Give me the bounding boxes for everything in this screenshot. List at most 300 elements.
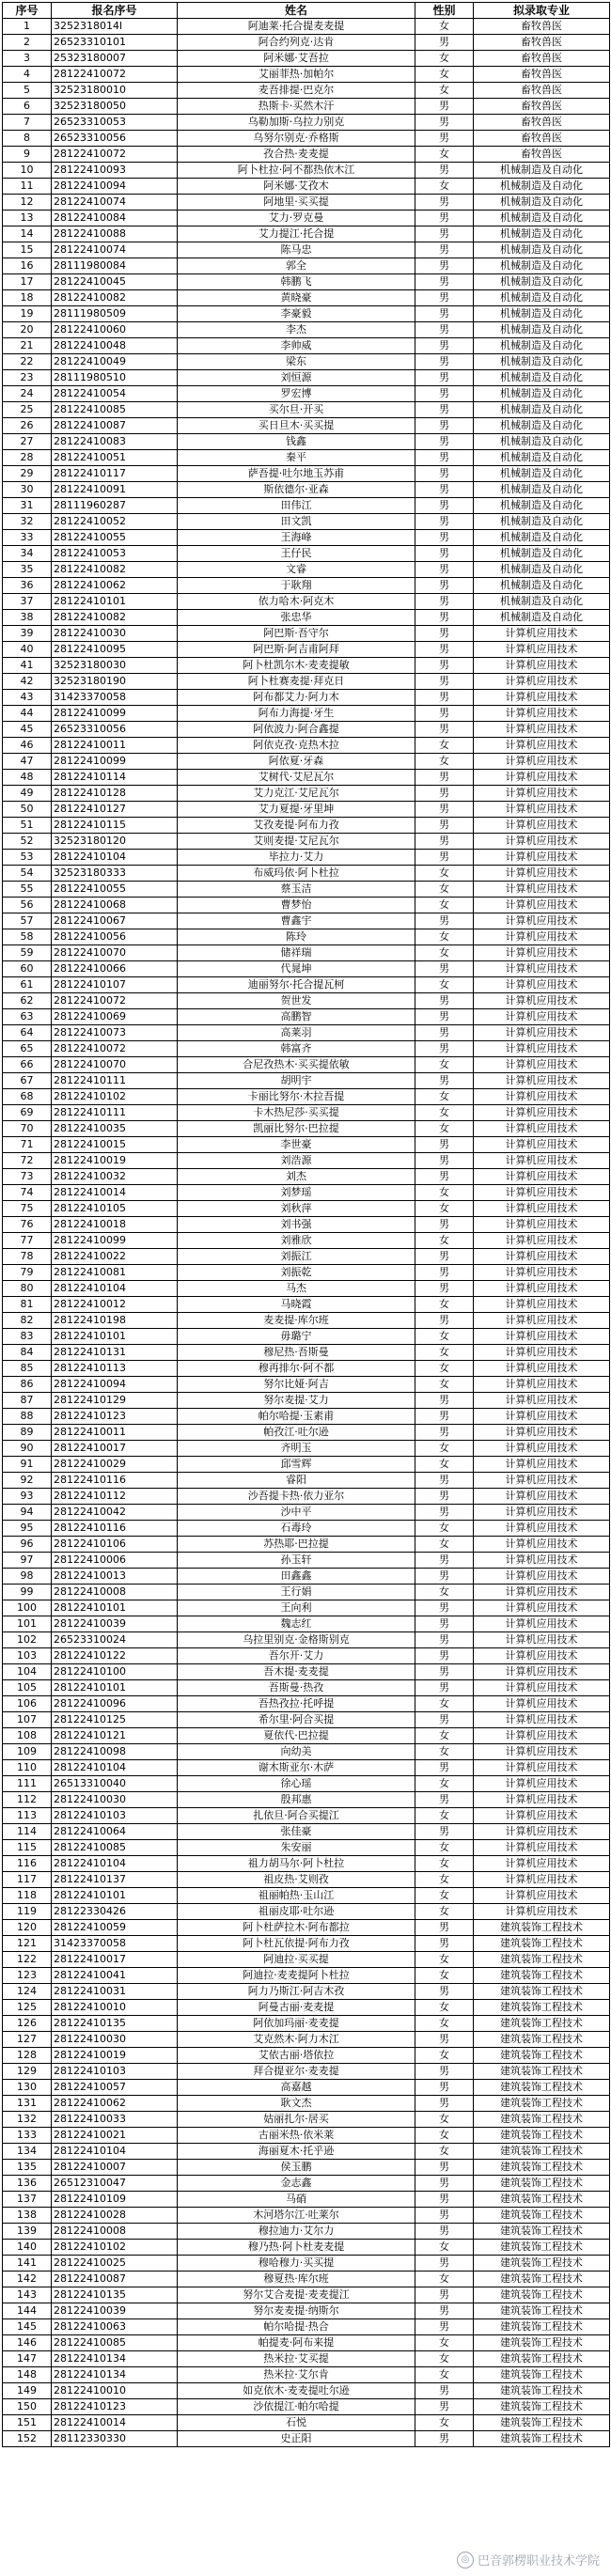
cell-gender: 女 [415, 898, 474, 913]
table-row [3, 626, 610, 642]
table-row [3, 2144, 610, 2160]
cell-gender: 女 [415, 1105, 474, 1121]
cell-gender: 女 [415, 1728, 474, 1744]
cell-gender: 男 [415, 562, 474, 578]
cell-name: 夏依代·巴拉提 [178, 1728, 415, 1744]
cell-gender: 男 [415, 1169, 474, 1185]
cell-major: 建筑装饰工程技术 [474, 2351, 610, 2367]
table-row [3, 1377, 610, 1393]
cell-name: 齐明玉 [178, 1441, 415, 1457]
table-row [3, 226, 610, 242]
cell-major: 计算机应用技术 [474, 1872, 610, 1888]
cell-name: 沙吾提卡热·依力亚尔 [178, 1489, 415, 1505]
cell-registration-no: 28122410127 [52, 802, 178, 818]
cell-gender: 男 [415, 2303, 474, 2319]
cell-gender: 男 [415, 2176, 474, 2192]
cell-registration-no: 28122410093 [52, 163, 178, 179]
cell-major: 计算机应用技术 [474, 1409, 610, 1425]
cell-registration-no: 28122410073 [52, 1025, 178, 1041]
cell-registration-no: 28122410022 [52, 1249, 178, 1265]
cell-major: 机械制造及自动化 [474, 322, 610, 338]
cell-major: 计算机应用技术 [474, 1313, 610, 1329]
cell-gender: 女 [415, 1808, 474, 1824]
cell-name: 胡明宇 [178, 1073, 415, 1089]
cell-index: 71 [3, 1137, 52, 1153]
cell-index: 25 [3, 402, 52, 418]
cell-index: 10 [3, 163, 52, 179]
table-row [3, 2000, 610, 2016]
cell-name: 穆夏热·库尔班 [178, 2272, 415, 2287]
cell-index: 134 [3, 2144, 52, 2160]
cell-name: 穆再排尔·阿不都 [178, 1361, 415, 1377]
cell-gender: 男 [415, 610, 474, 626]
cell-registration-no: 28122410088 [52, 226, 178, 242]
cell-gender: 女 [415, 2128, 474, 2144]
cell-major: 计算机应用技术 [474, 1345, 610, 1361]
table-row [3, 2383, 610, 2399]
cell-registration-no: 28122410125 [52, 1712, 178, 1728]
cell-index: 68 [3, 1089, 52, 1105]
table-row [3, 482, 610, 498]
cell-gender: 女 [415, 1952, 474, 1968]
cell-gender: 女 [415, 2112, 474, 2128]
cell-registration-no: 28122410109 [52, 2192, 178, 2208]
cell-index: 112 [3, 1792, 52, 1808]
cell-index: 56 [3, 898, 52, 913]
cell-gender: 女 [415, 1329, 474, 1345]
cell-index: 139 [3, 2224, 52, 2240]
cell-major: 建筑装饰工程技术 [474, 1968, 610, 1984]
cell-registration-no: 28122410074 [52, 242, 178, 258]
cell-index: 14 [3, 226, 52, 242]
cell-name: 祖力胡马尔·阿卜杜拉 [178, 1856, 415, 1872]
cell-name: 田鑫鑫 [178, 1569, 415, 1585]
cell-gender: 男 [415, 850, 474, 866]
cell-index: 137 [3, 2192, 52, 2208]
cell-major: 计算机应用技术 [474, 1233, 610, 1249]
cell-index: 52 [3, 834, 52, 850]
cell-index: 141 [3, 2256, 52, 2272]
cell-index: 42 [3, 674, 52, 690]
cell-registration-no: 28122410017 [52, 1952, 178, 1968]
cell-registration-no: 28122410029 [52, 1457, 178, 1473]
cell-index: 2 [3, 35, 52, 51]
cell-major: 计算机应用技术 [474, 1089, 610, 1105]
cell-major: 计算机应用技术 [474, 1680, 610, 1696]
cell-major: 计算机应用技术 [474, 1696, 610, 1712]
table-row [3, 2176, 610, 2192]
cell-name: 邱雪辉 [178, 1457, 415, 1473]
cell-major: 机械制造及自动化 [474, 498, 610, 514]
table-row [3, 594, 610, 610]
cell-major: 畜牧兽医 [474, 115, 610, 131]
cell-registration-no: 28122410054 [52, 386, 178, 402]
cell-registration-no: 28122410018 [52, 1217, 178, 1233]
cell-registration-no: 32523180120 [52, 834, 178, 850]
cell-gender: 男 [415, 1473, 474, 1489]
table-row [3, 338, 610, 354]
cell-major: 畜牧兽医 [474, 67, 610, 83]
cell-major: 计算机应用技术 [474, 961, 610, 977]
cell-gender: 女 [415, 1537, 474, 1553]
cell-index: 43 [3, 690, 52, 706]
cell-major: 建筑装饰工程技术 [474, 2160, 610, 2176]
cell-gender: 女 [415, 882, 474, 898]
cell-registration-no: 28122410060 [52, 322, 178, 338]
cell-index: 111 [3, 1776, 52, 1792]
cell-registration-no: 28122410041 [52, 1968, 178, 1984]
cell-index: 85 [3, 1361, 52, 1377]
cell-major: 计算机应用技术 [474, 1105, 610, 1121]
cell-major: 计算机应用技术 [474, 1329, 610, 1345]
cell-registration-no: 28122410115 [52, 818, 178, 834]
cell-name: 姑丽扎尔·居买 [178, 2112, 415, 2128]
cell-gender: 女 [415, 929, 474, 945]
cell-index: 116 [3, 1856, 52, 1872]
cell-registration-no: 28122410072 [52, 993, 178, 1009]
cell-major: 畜牧兽医 [474, 35, 610, 51]
cell-index: 106 [3, 1696, 52, 1712]
cell-name: 帕尔哈提·玉素甫 [178, 1409, 415, 1425]
cell-major: 计算机应用技术 [474, 690, 610, 706]
cell-registration-no: 28122410103 [52, 2064, 178, 2080]
cell-major: 计算机应用技术 [474, 786, 610, 802]
table-row [3, 1089, 610, 1105]
cell-index: 23 [3, 370, 52, 386]
cell-index: 54 [3, 866, 52, 882]
cell-name: 努尔艾合麦提·麦麦提江 [178, 2287, 415, 2303]
cell-registration-no: 28122410111 [52, 1073, 178, 1089]
cell-major: 计算机应用技术 [474, 626, 610, 642]
table-row [3, 530, 610, 546]
cell-registration-no: 28122410102 [52, 2240, 178, 2256]
cell-registration-no: 28122410015 [52, 1137, 178, 1153]
cell-name: 张佳豪 [178, 1824, 415, 1840]
table-row [3, 2319, 610, 2335]
cell-gender: 男 [415, 1712, 474, 1728]
cell-gender: 男 [415, 1648, 474, 1664]
cell-gender: 男 [415, 258, 474, 274]
cell-major: 计算机应用技术 [474, 722, 610, 738]
table-row [3, 818, 610, 834]
cell-major: 计算机应用技术 [474, 834, 610, 850]
cell-name: 钱鑫 [178, 434, 415, 450]
table-row [3, 2335, 610, 2351]
table-row [3, 1281, 610, 1297]
cell-index: 77 [3, 1233, 52, 1249]
cell-registration-no: 28122410104 [52, 1856, 178, 1872]
cell-name: 阿卜杜萨拉木·阿布都拉 [178, 1920, 415, 1936]
cell-name: 阿依波力·阿合鑫提 [178, 722, 415, 738]
cell-name: 田伟江 [178, 498, 415, 514]
cell-gender: 男 [415, 35, 474, 51]
cell-index: 67 [3, 1073, 52, 1089]
cell-registration-no: 28122410035 [52, 1121, 178, 1137]
cell-name: 阿迪莱·托合提麦麦提 [178, 19, 415, 35]
cell-registration-no: 28122410116 [52, 1473, 178, 1489]
cell-registration-no: 28122410128 [52, 786, 178, 802]
cell-name: 乌勒加斯·乌拉力别克 [178, 115, 415, 131]
cell-index: 149 [3, 2383, 52, 2399]
table-row [3, 1824, 610, 1840]
cell-major: 畜牧兽医 [474, 131, 610, 147]
cell-index: 125 [3, 2000, 52, 2016]
table-row [3, 562, 610, 578]
cell-registration-no: 28122410116 [52, 1521, 178, 1537]
cell-registration-no: 31423370058 [52, 690, 178, 706]
cell-major: 建筑装饰工程技术 [474, 2000, 610, 2016]
table-row [3, 546, 610, 562]
cell-index: 132 [3, 2112, 52, 2128]
cell-index: 26 [3, 418, 52, 434]
cell-index: 38 [3, 610, 52, 626]
cell-name: 刘梦瑶 [178, 1185, 415, 1201]
cell-index: 114 [3, 1824, 52, 1840]
cell-name: 沙依提江·帕尔哈提 [178, 2399, 415, 2415]
cell-major: 建筑装饰工程技术 [474, 2192, 610, 2208]
cell-registration-no: 32523180050 [52, 99, 178, 115]
cell-registration-no: 28122410021 [52, 2128, 178, 2144]
cell-index: 41 [3, 658, 52, 674]
cell-major: 计算机应用技术 [474, 1744, 610, 1760]
header-registration-no: 报名序号 [52, 3, 178, 19]
cell-gender: 男 [415, 1281, 474, 1297]
cell-gender: 男 [415, 786, 474, 802]
cell-registration-no: 28122410122 [52, 1648, 178, 1664]
cell-registration-no: 28122410117 [52, 466, 178, 482]
table-row [3, 2399, 610, 2415]
cell-major: 计算机应用技术 [474, 913, 610, 929]
cell-index: 110 [3, 1760, 52, 1776]
cell-gender: 男 [415, 1632, 474, 1648]
cell-gender: 男 [415, 961, 474, 977]
cell-name: 穆拉迪力·艾尔力 [178, 2224, 415, 2240]
cell-name: 艾孜麦提·阿布力孜 [178, 818, 415, 834]
cell-registration-no: 28122410113 [52, 1361, 178, 1377]
cell-major: 机械制造及自动化 [474, 274, 610, 290]
cell-index: 101 [3, 1616, 52, 1632]
cell-name: 阿卜杜凯尔木·麦麦提敏 [178, 658, 415, 674]
cell-major: 计算机应用技术 [474, 1553, 610, 1569]
cell-gender: 男 [415, 1792, 474, 1808]
cell-registration-no: 28122410049 [52, 354, 178, 370]
cell-gender: 男 [415, 274, 474, 290]
table-row [3, 1521, 610, 1537]
cell-index: 120 [3, 1920, 52, 1936]
cell-registration-no: 28122410014 [52, 1185, 178, 1201]
table-row [3, 690, 610, 706]
cell-name: 萨吾提·吐尔地玉苏甫 [178, 466, 415, 482]
cell-registration-no: 28122410081 [52, 1265, 178, 1281]
cell-gender: 女 [415, 19, 474, 35]
cell-gender: 男 [415, 993, 474, 1009]
cell-name: 艾克然木·阿力木江 [178, 2032, 415, 2048]
cell-major: 计算机应用技术 [474, 818, 610, 834]
cell-registration-no: 28122410056 [52, 929, 178, 945]
cell-index: 66 [3, 1057, 52, 1073]
table-row [3, 1569, 610, 1585]
cell-major: 计算机应用技术 [474, 1121, 610, 1137]
table-row [3, 242, 610, 258]
cell-index: 58 [3, 929, 52, 945]
cell-index: 40 [3, 642, 52, 658]
cell-registration-no: 26523310024 [52, 1632, 178, 1648]
cell-gender: 男 [415, 482, 474, 498]
cell-index: 144 [3, 2303, 52, 2319]
cell-name: 卡木热尼莎·买买提 [178, 1105, 415, 1121]
cell-name: 阿巴斯·阿吉甫阿拜 [178, 642, 415, 658]
table-row [3, 354, 610, 370]
cell-major: 计算机应用技术 [474, 1888, 610, 1904]
cell-name: 乌拉里别克·金格斯别克 [178, 1632, 415, 1648]
table-row [3, 83, 610, 99]
cell-name: 于耿翔 [178, 578, 415, 594]
cell-gender: 男 [415, 1936, 474, 1952]
table-row [3, 706, 610, 722]
cell-registration-no: 28122410025 [52, 2256, 178, 2272]
cell-major: 建筑装饰工程技术 [474, 1920, 610, 1936]
cell-gender: 男 [415, 195, 474, 211]
cell-gender: 男 [415, 594, 474, 610]
table-row [3, 1984, 610, 2000]
cell-name: 阿迪拉·买买提 [178, 1952, 415, 1968]
cell-registration-no: 28122410011 [52, 738, 178, 754]
cell-name: 吾尔开·艾力 [178, 1648, 415, 1664]
cell-registration-no: 28122410104 [52, 1760, 178, 1776]
cell-gender: 男 [415, 1984, 474, 2000]
cell-name: 努尔麦提·艾力 [178, 1393, 415, 1409]
cell-registration-no: 28122410096 [52, 1696, 178, 1712]
table-body [3, 19, 610, 2447]
table-row [3, 2128, 610, 2144]
cell-name: 郭全 [178, 258, 415, 274]
cell-index: 8 [3, 131, 52, 147]
table-row [3, 738, 610, 754]
cell-name: 代晁坤 [178, 961, 415, 977]
cell-index: 62 [3, 993, 52, 1009]
cell-major: 计算机应用技术 [474, 1137, 610, 1153]
cell-registration-no: 28122410074 [52, 195, 178, 211]
cell-gender: 男 [415, 834, 474, 850]
cell-registration-no: 28122410087 [52, 418, 178, 434]
table-row [3, 1760, 610, 1776]
cell-gender: 男 [415, 1009, 474, 1025]
table-row [3, 850, 610, 866]
cell-gender: 女 [415, 51, 474, 67]
table-row [3, 1153, 610, 1169]
cell-registration-no: 28122410102 [52, 1089, 178, 1105]
table-row [3, 1025, 610, 1041]
cell-major: 计算机应用技术 [474, 866, 610, 882]
cell-registration-no: 28122410107 [52, 977, 178, 993]
cell-registration-no: 28122410100 [52, 1664, 178, 1680]
cell-index: 46 [3, 738, 52, 754]
cell-registration-no: 28122410104 [52, 850, 178, 866]
table-row [3, 2080, 610, 2096]
cell-index: 4 [3, 67, 52, 83]
cell-index: 73 [3, 1169, 52, 1185]
cell-name: 秦平 [178, 450, 415, 466]
table-row [3, 754, 610, 770]
cell-name: 谢木斯亚尔·木萨 [178, 1760, 415, 1776]
table-row [3, 1537, 610, 1553]
cell-major: 建筑装饰工程技术 [474, 2319, 610, 2335]
cell-major: 畜牧兽医 [474, 51, 610, 67]
cell-index: 117 [3, 1872, 52, 1888]
cell-registration-no: 28122410098 [52, 1744, 178, 1760]
cell-major: 计算机应用技术 [474, 1441, 610, 1457]
cell-gender: 男 [415, 658, 474, 674]
cell-gender: 男 [415, 1824, 474, 1840]
cell-gender: 男 [415, 1425, 474, 1441]
table-row [3, 211, 610, 226]
cell-registration-no: 28122410084 [52, 211, 178, 226]
cell-major: 建筑装饰工程技术 [474, 2399, 610, 2415]
cell-gender: 男 [415, 1553, 474, 1569]
cell-major: 建筑装饰工程技术 [474, 2383, 610, 2399]
cell-major: 计算机应用技术 [474, 1201, 610, 1217]
cell-major: 畜牧兽医 [474, 99, 610, 115]
cell-gender: 女 [415, 2240, 474, 2256]
cell-name: 陈玲 [178, 929, 415, 945]
cell-gender: 男 [415, 2192, 474, 2208]
cell-name: 迪丽努尔·托合提瓦柯 [178, 977, 415, 993]
cell-index: 19 [3, 306, 52, 322]
cell-gender: 男 [415, 99, 474, 115]
cell-registration-no: 28122410017 [52, 1441, 178, 1457]
table-row [3, 658, 610, 674]
cell-major: 计算机应用技术 [474, 1824, 610, 1840]
cell-name: 朱安丽 [178, 1840, 415, 1856]
cell-registration-no: 28122410019 [52, 2048, 178, 2064]
cell-registration-no: 28122410094 [52, 179, 178, 195]
cell-gender: 男 [415, 2383, 474, 2399]
cell-gender: 女 [415, 1888, 474, 1904]
cell-name: 孙玉轩 [178, 1553, 415, 1569]
cell-registration-no: 28122410062 [52, 578, 178, 594]
table-row [3, 977, 610, 993]
table-row [3, 1600, 610, 1616]
cell-registration-no: 28122410095 [52, 642, 178, 658]
cell-major: 建筑装饰工程技术 [474, 2112, 610, 2128]
header-name: 姓名 [178, 3, 415, 19]
cell-name: 如克依木·麦麦提吐尔逊 [178, 2383, 415, 2399]
cell-gender: 女 [415, 2016, 474, 2032]
cell-index: 18 [3, 290, 52, 306]
table-row [3, 1473, 610, 1489]
cell-index: 24 [3, 386, 52, 402]
cell-name: 乌努尔别克·乔格斯 [178, 131, 415, 147]
table-row [3, 67, 610, 83]
cell-registration-no: 26513310040 [52, 1776, 178, 1792]
cell-gender: 男 [415, 131, 474, 147]
cell-name: 李杰 [178, 322, 415, 338]
cell-gender: 男 [415, 626, 474, 642]
table-row [3, 1409, 610, 1425]
cell-index: 75 [3, 1201, 52, 1217]
cell-registration-no: 28122410111 [52, 1105, 178, 1121]
cell-gender: 男 [415, 1137, 474, 1153]
cell-name: 依力哈木·阿克木 [178, 594, 415, 610]
cell-registration-no: 28122410069 [52, 1009, 178, 1025]
table-row [3, 1249, 610, 1265]
cell-gender: 女 [415, 1776, 474, 1792]
cell-name: 田文凯 [178, 514, 415, 530]
cell-registration-no: 28122410070 [52, 1057, 178, 1073]
cell-registration-no: 28122410104 [52, 1281, 178, 1297]
cell-name: 阿卜杜赛麦提·拜克日 [178, 674, 415, 690]
cell-index: 45 [3, 722, 52, 738]
